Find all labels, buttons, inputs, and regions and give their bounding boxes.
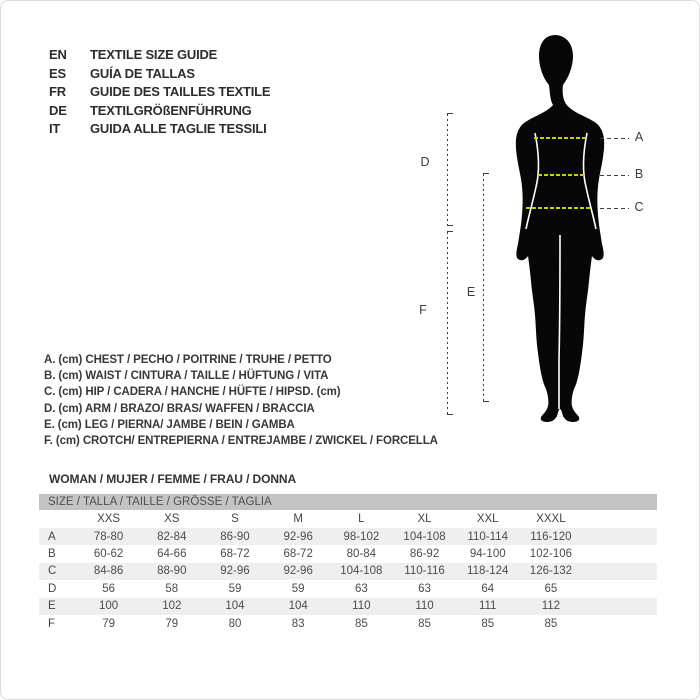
table-cell: 88-90 [157,565,187,578]
language-title: TEXTILGRÖßENFÜHRUNG [90,102,252,118]
table-cell: 68-72 [220,548,250,561]
figure-label-leg: E [466,285,476,299]
table-cell: 59 [291,582,305,595]
row-label: A [48,530,56,543]
hip-leader-line [600,208,629,209]
legend-line-waist: B. (cm) WAIST / CINTURA / TAILLE / HÜFTUNG / VITA [44,370,329,383]
row-label: D [48,582,57,595]
arm-measure-line [447,114,448,226]
table-cell: 63 [354,582,368,595]
row-label: B [48,548,56,561]
gender-heading: WOMAN / MUJER / FEMME / FRAU / DONNA [49,472,297,486]
language-title: GUÍA DE TALLAS [90,65,195,81]
figure-label-crotch: F [419,303,427,317]
table-row [39,528,657,545]
row-label: E [48,600,56,613]
table-cell: 56 [102,582,115,595]
language-title: GUIDA ALLE TAGLIE TESSILI [90,121,267,137]
table-cell: 80-84 [346,548,377,561]
table-cell: 110-116 [404,565,445,578]
row-label: C [48,565,57,578]
language-row [49,65,270,84]
table-cell: 64 [481,582,495,595]
table-cell: 92-96 [283,565,313,578]
table-cell: 111 [478,600,497,613]
table-cell: 98-102 [343,530,380,543]
column-header: L [358,513,365,525]
size-table-column-headers [39,510,657,528]
figure-label-hip: C [634,200,644,214]
table-row [39,563,657,580]
column-header: XXS [97,513,121,525]
table-cell: 64-66 [157,548,187,561]
waist-measure-line [538,174,584,176]
legend-line-arm: D. (cm) ARM / BRAZO/ BRAS/ WAFFEN / BRACCIA [44,402,315,415]
table-cell: 86-90 [220,530,250,543]
tick-mark [483,173,489,174]
column-header: S [231,513,239,525]
table-cell: 102 [162,600,182,613]
table-cell: 100 [99,600,119,613]
tick-mark [483,401,489,402]
table-cell: 79 [165,617,179,630]
figure-label-chest: A [634,130,644,144]
column-header: XL [417,513,432,525]
table-cell: 86-92 [409,548,440,561]
table-row [39,615,657,632]
language-code: IT [49,121,61,137]
tick-mark [447,113,453,114]
language-code: ES [49,65,66,81]
woman-silhouette-icon [499,29,623,429]
table-cell: 83 [291,617,305,630]
column-header: XXXL [536,513,566,525]
table-cell: 58 [165,582,179,595]
table-cell: 85 [544,617,558,630]
legend-line-leg: E. (cm) LEG / PIERNA/ JAMBE / BEIN / GAMBA [44,418,295,431]
chest-measure-line [534,137,588,139]
table-cell: 59 [228,582,242,595]
table-cell: 116-120 [530,530,572,543]
tick-mark [447,225,453,226]
table-cell: 104 [288,600,308,613]
language-row [49,102,270,121]
table-cell: 85 [354,617,368,630]
column-header: M [293,513,303,525]
waist-leader-line [600,175,629,176]
size-table-caption: SIZE / TALLA / TAILLE / GRÖSSE / TAGLIA [39,494,657,510]
table-row [39,545,657,562]
table-cell: 79 [102,617,115,630]
language-row [49,46,270,65]
language-code: DE [49,102,67,118]
legend-line-chest: A. (cm) CHEST / PECHO / POITRINE / TRUHE / PETTO [44,354,332,366]
table-cell: 85 [481,617,495,630]
leg-measure-line [483,174,484,402]
language-title-list [49,46,270,139]
language-code: EN [49,47,67,62]
table-cell: 85 [418,617,431,630]
table-cell: 102-106 [529,548,573,561]
row-label: F [48,617,56,630]
hip-measure-line [526,207,592,209]
table-cell: 110 [415,600,434,613]
table-cell: 92-96 [283,530,313,543]
table-cell: 60-62 [93,548,124,561]
figure-label-arm: D [420,155,430,169]
crotch-measure-line [447,232,448,415]
table-cell: 84-86 [93,565,124,578]
tick-mark [447,231,453,232]
table-cell: 126-132 [529,565,573,578]
table-cell: 112 [541,600,561,613]
table-cell: 68-72 [283,548,313,561]
table-cell: 80 [228,617,242,630]
column-header: XS [164,513,180,525]
table-row [39,580,657,597]
table-cell: 104 [225,600,245,613]
table-row [39,598,657,615]
language-row [49,83,270,102]
table-cell: 110-114 [467,530,508,543]
measurement-legend [44,352,438,449]
table-cell: 65 [544,582,558,595]
table-cell: 94-100 [469,548,506,561]
column-header: XXL [476,513,499,525]
table-cell: 104-108 [340,565,383,578]
figure-label-waist: B [634,167,644,181]
language-code: FR [49,84,66,100]
language-title: GUIDE DES TAILLES TEXTILE [90,84,271,100]
language-title: TEXTILE SIZE GUIDE [90,47,218,62]
legend-line-hip: C. (cm) HIP / CADERA / HANCHE / HÜFTE / HIPSD. (cm) [44,386,341,399]
tick-mark [447,414,453,415]
language-row [49,120,270,139]
table-cell: 63 [418,582,431,595]
chest-leader-line [600,138,629,139]
table-cell: 118-124 [467,565,509,578]
size-table [39,494,657,632]
table-cell: 104-108 [403,530,446,543]
table-cell: 78-80 [93,530,124,543]
table-cell: 92-96 [220,565,250,578]
legend-line-crotch: F. (cm) CROTCH/ ENTREPIERNA / ENTREJAMBE / ZWICKEL / FORCELLA [44,435,438,448]
table-cell: 82-84 [157,530,187,543]
table-cell: 110 [352,600,371,613]
